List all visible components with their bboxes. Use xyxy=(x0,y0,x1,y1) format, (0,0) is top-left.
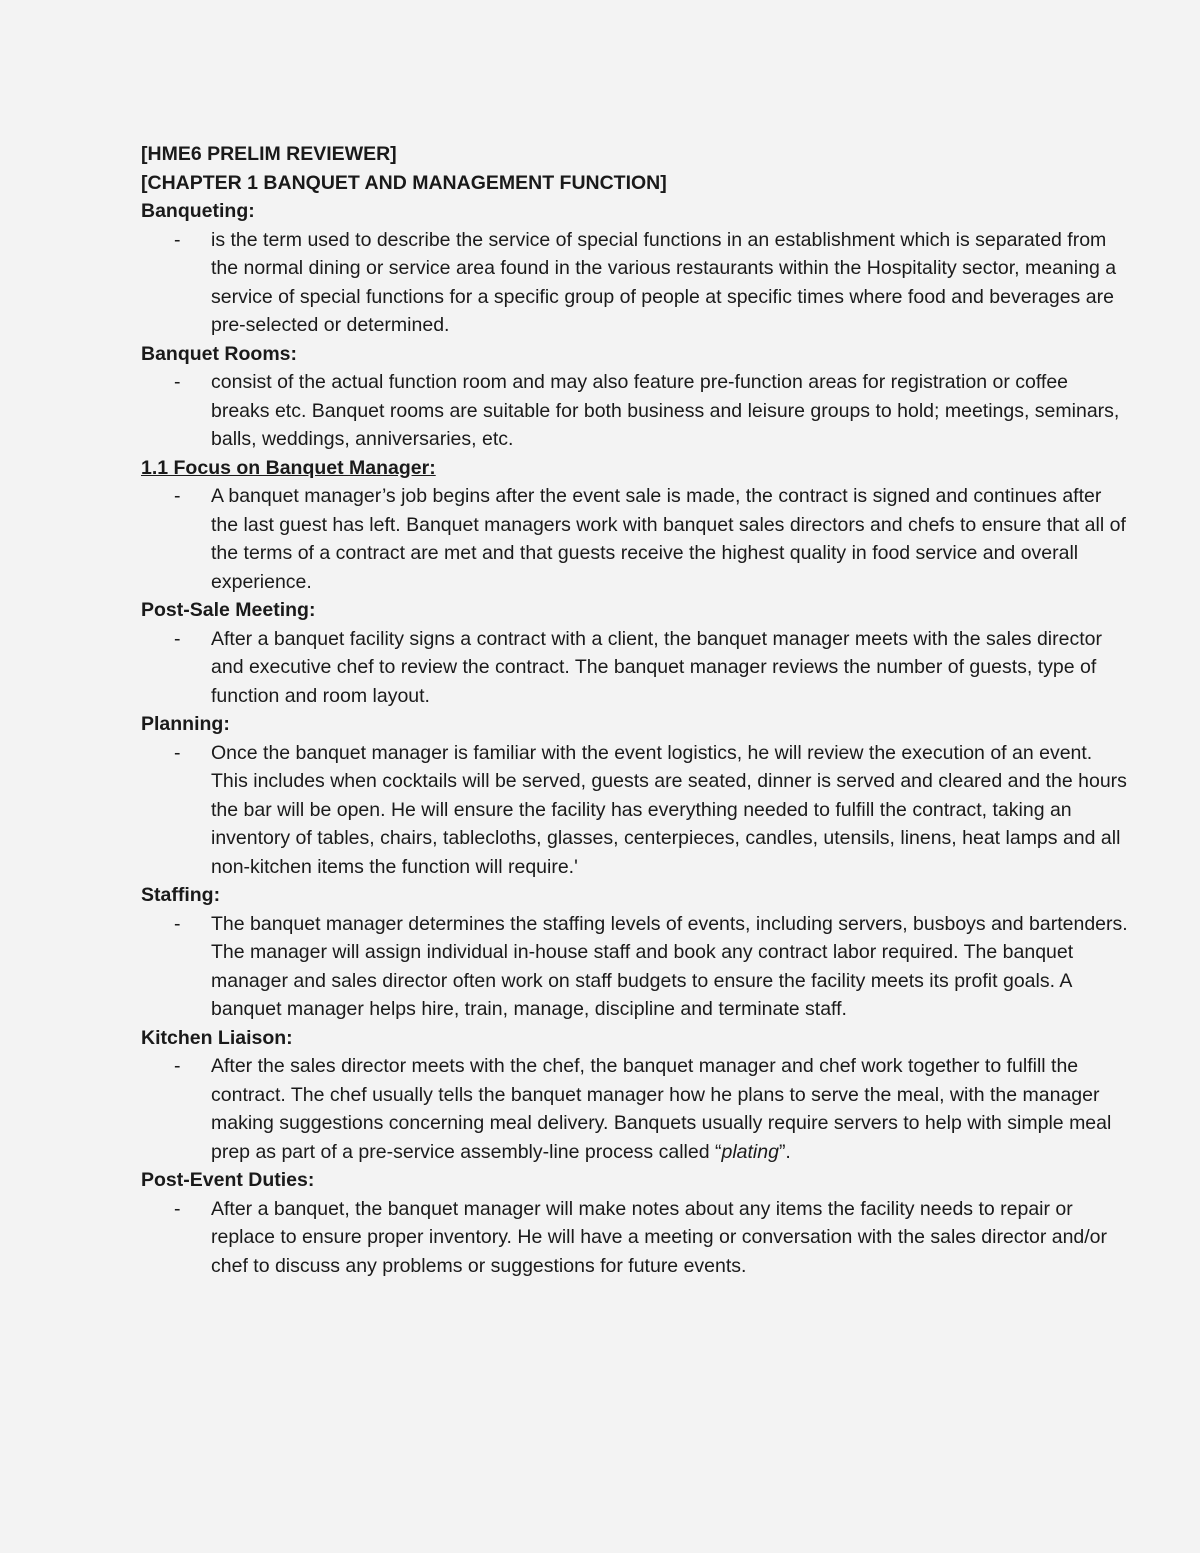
bullet-text-post-event-duties: After a banquet, the banquet manager will make notes about any items the facility needs to repair or replace to ensure proper inventory. He will have a meeting or conversation with the sales director and/or chef to discuss any problems or suggestions for future events. xyxy=(211,1197,1108,1277)
bullet-staffing xyxy=(141,910,1131,1024)
bullet-text-planning: Once the banquet manager is familiar with the event logistics, he will review the execution of an event. This includes when cocktails will be served, guests are seated, dinner is served and cleared and the hours the bar will be open. He will ensure the facility has everything needed to fulfill the contract, taking an inventory of tables, chairs, tablecloths, glasses, centerpieces, candles, utensils, linens, heat lamps and all non-kitchen items the function will require.' xyxy=(211,741,1127,878)
bullet-dash: - xyxy=(174,912,181,935)
bullet-dash: - xyxy=(174,485,181,507)
heading-focus-on-banquet-manager: 1.1 Focus on Banquet Manager: xyxy=(141,456,436,479)
bullet-text-post-sale-meeting: After a banquet facility signs a contract with a client, the banquet manager meets with the sales director and executive chef to review the contract. The banquet manager reviews the number of guests, type of function and room layout. xyxy=(211,627,1102,707)
bullet-text-kitchen-liaison-end: ”. xyxy=(778,1140,791,1163)
bullet-post-event-duties xyxy=(141,1195,1131,1281)
bullet-dash: - xyxy=(174,741,181,764)
heading-post-sale-meeting: Post-Sale Meeting: xyxy=(141,599,316,621)
bullet-text-focus-on-banquet-manager: A banquet manager’s job begins after the event sale is made, the contract is signed and continues after the last guest has left. Banquet managers work with banquet sales directors and chefs to ensure that all of the terms of a contract are met and that guests receive the highest quality in food service and overall experience. xyxy=(211,485,1126,593)
bullet-focus-on-banquet-manager xyxy=(141,482,1131,596)
bullet-kitchen-liaison xyxy=(141,1052,1131,1166)
bullet-text-staffing: The banquet manager determines the staffing levels of events, including servers, busboys and bartenders. The manager will assign individual in-house staff and book any contract labor required. The banquet manager and sales director often work on staff budgets to ensure the facility meets its profit goals. A banquet manager helps hire, train, manage, discipline and terminate staff. xyxy=(211,912,1128,1020)
bullet-dash: - xyxy=(174,1197,181,1220)
bullet-banquet-rooms xyxy=(141,368,1131,454)
heading-post-event-duties: Post-Event Duties: xyxy=(141,1169,315,1191)
bullet-text-banquet-rooms: consist of the actual function room and may also feature pre-function areas for registration or coffee breaks etc. Banquet rooms are suitable for both business and leisure groups to hold; meetings, seminars, balls, weddings, anniversaries, etc. xyxy=(211,371,1120,450)
document-header-reviewer: [HME6 PRELIM REVIEWER] xyxy=(141,143,397,165)
bullet-planning xyxy=(141,739,1131,882)
bullet-dash: - xyxy=(174,371,181,393)
heading-banquet-rooms: Banquet Rooms: xyxy=(141,342,297,365)
bullet-post-sale-meeting xyxy=(141,625,1131,711)
bullet-dash: - xyxy=(174,228,181,251)
bullet-dash: - xyxy=(174,627,181,650)
heading-banqueting: Banqueting: xyxy=(141,200,255,222)
bullet-text-kitchen-liaison xyxy=(211,1055,1111,1163)
bullet-banqueting xyxy=(141,226,1131,340)
bullet-dash: - xyxy=(174,1055,181,1077)
document-header-chapter: [CHAPTER 1 BANQUET AND MANAGEMENT FUNCTION] xyxy=(141,171,667,194)
heading-planning: Planning: xyxy=(141,713,230,735)
bullet-text-banqueting: is the term used to describe the service of special functions in an establishment which is separated from the normal dining or service area found in the various restaurants within the Hospitality sector, meaning a service of special functions for a specific group of people at specific times where food and beverages are pre-selected or determined. xyxy=(211,228,1117,336)
bullet-text-kitchen-liaison-main: After the sales director meets with the chef, the banquet manager and chef work together to fulfill the contract. The chef usually tells the banquet manager how he plans to serve the meal, with the manager making suggestions concerning meal delivery. Banquets usually require servers to help with simple meal prep as part of a pre-service assembly-line process called “ xyxy=(211,1055,1112,1163)
heading-kitchen-liaison: Kitchen Liaison: xyxy=(141,1026,293,1049)
bullet-text-kitchen-liaison-italic: plating xyxy=(721,1140,779,1163)
heading-staffing: Staffing: xyxy=(141,884,221,906)
